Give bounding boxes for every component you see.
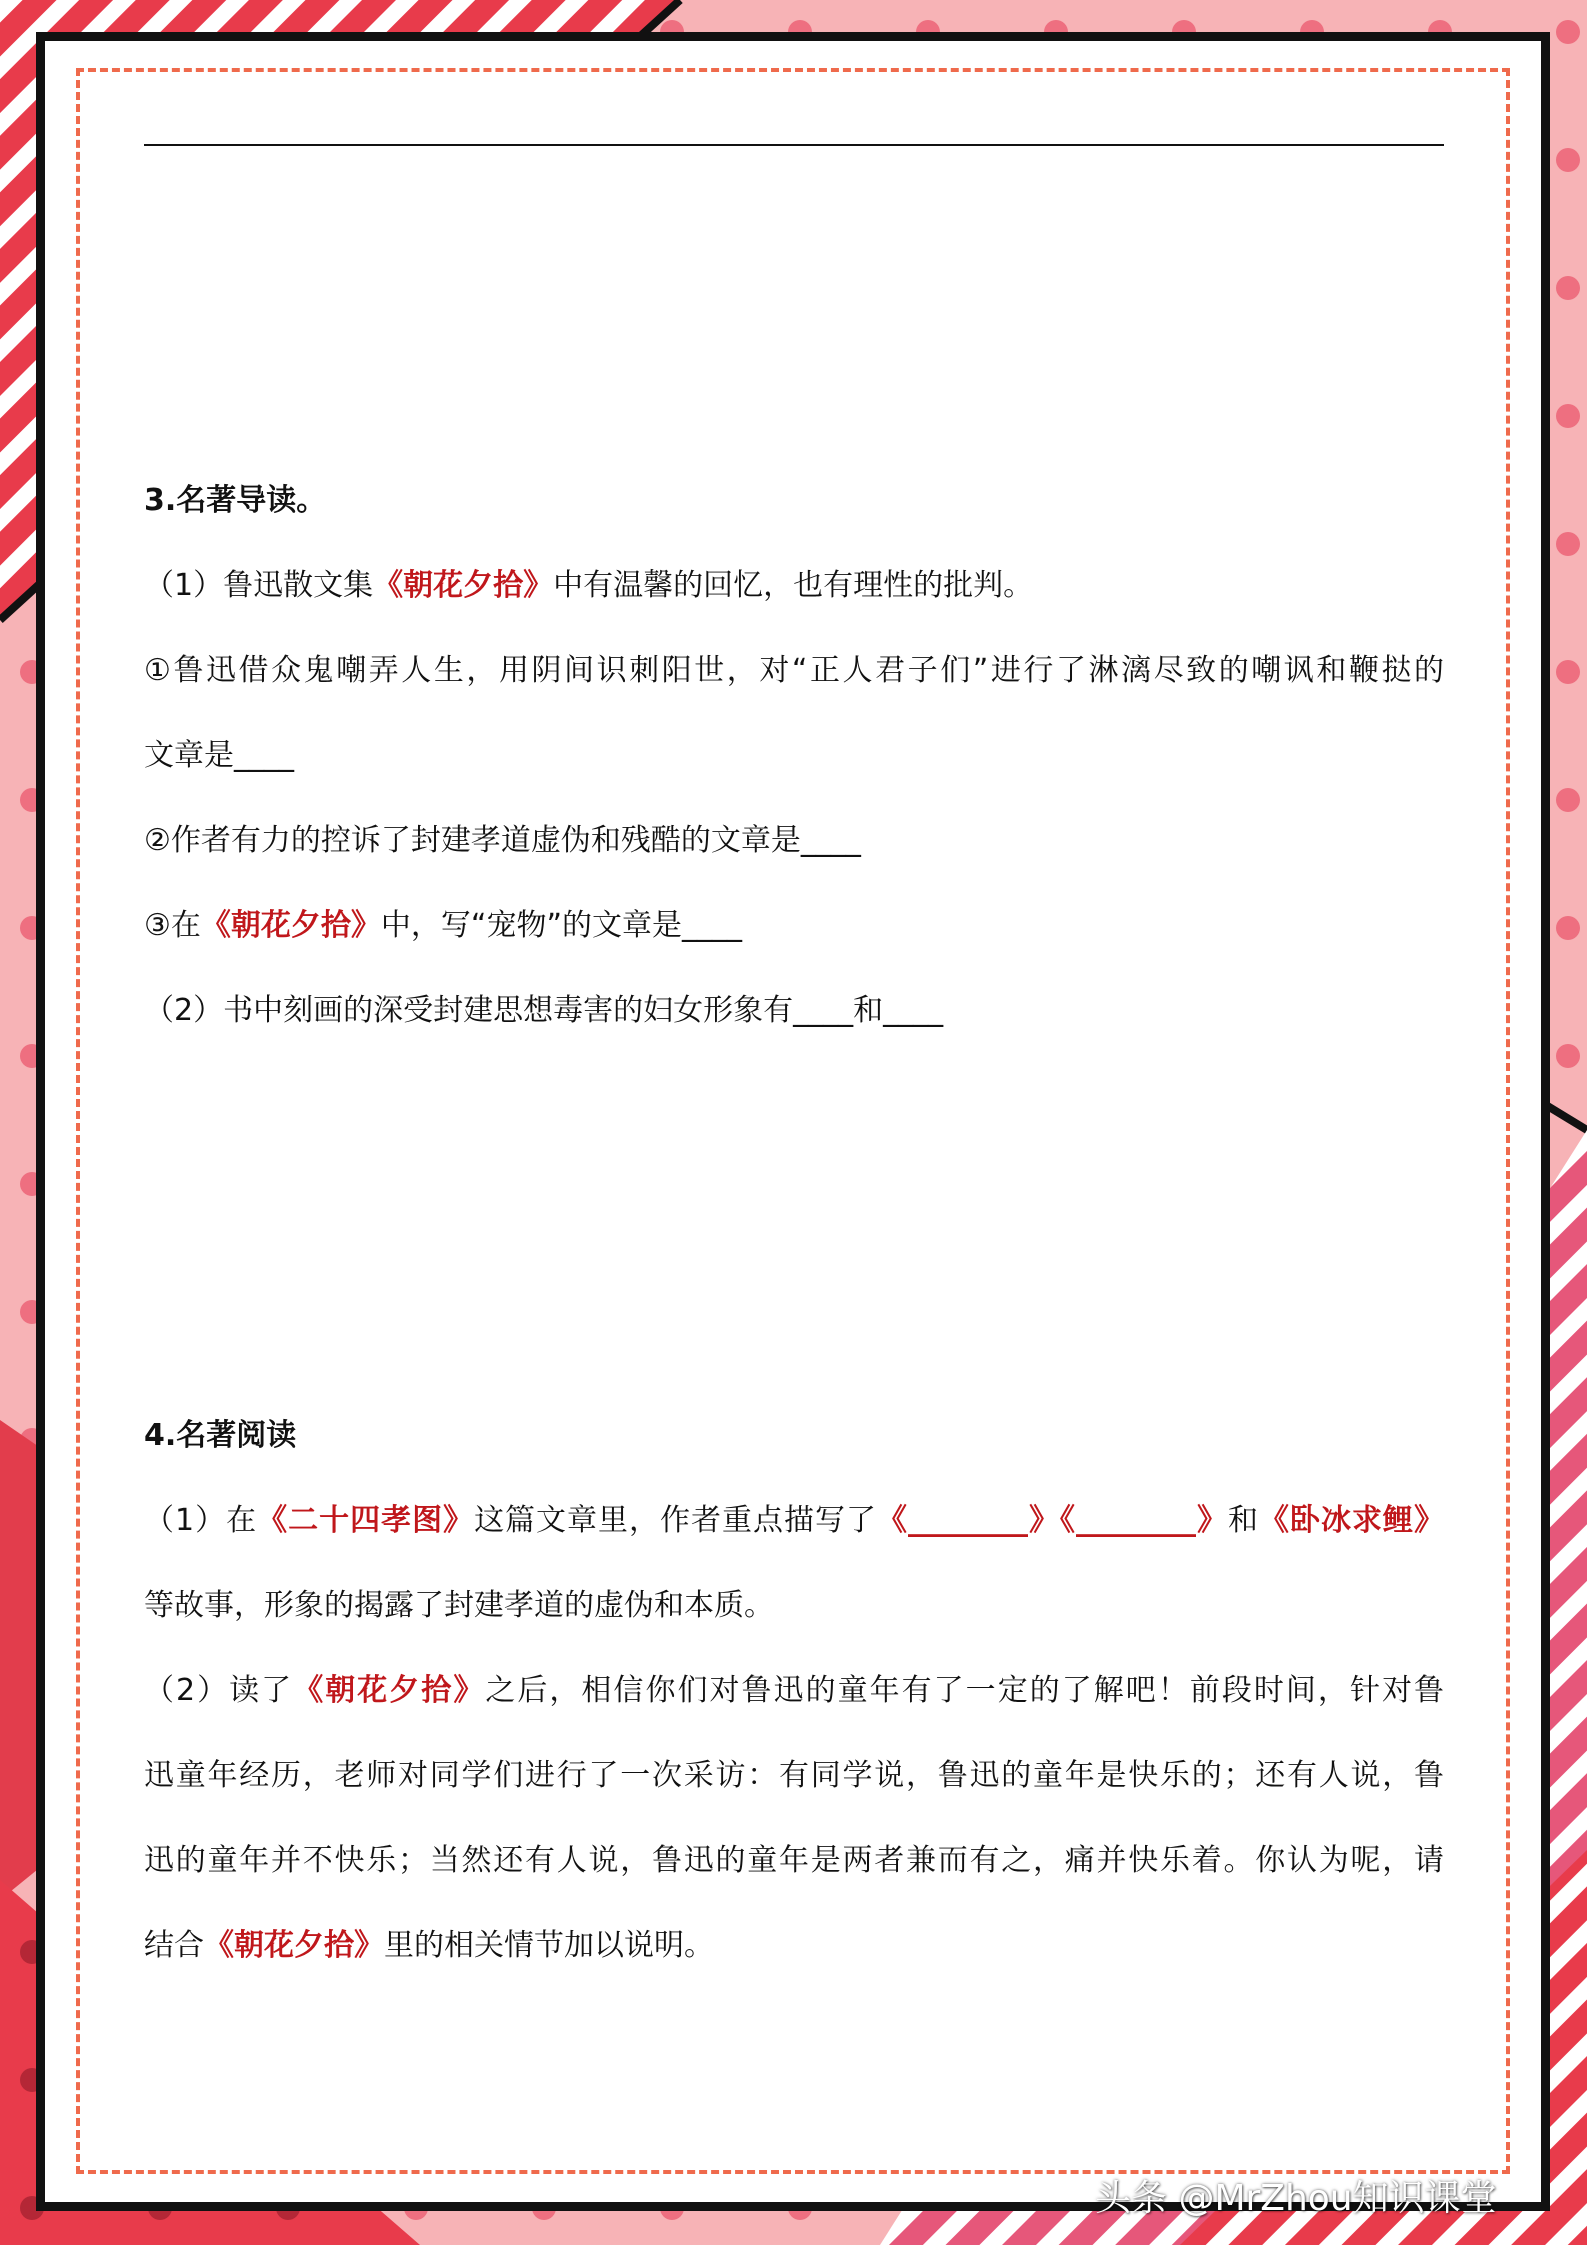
book-title-blanks: 《________》《________》	[877, 1503, 1229, 1538]
text: 中，写“宠物”的文章是____	[380, 908, 742, 943]
question-3	[144, 883, 1444, 968]
text: （1）在	[144, 1503, 258, 1538]
section-4-paragraph-2-line-1	[144, 1648, 1444, 1733]
book-title: 《朝花夕拾》	[204, 1928, 384, 1963]
section-3-paragraph-1	[144, 543, 1444, 628]
text: 里的相关情节加以说明。	[384, 1928, 714, 1963]
text: 之后，相信你们对鲁迅的童年有了一定的了解吧！前段时间，针对鲁	[485, 1673, 1444, 1708]
book-title: 《朝花夕拾》	[200, 908, 381, 943]
text: 结合	[144, 1928, 204, 1963]
section-4-heading: 4.名著阅读	[144, 1418, 297, 1453]
book-title: 《朝花夕拾》	[293, 1673, 486, 1708]
question-1-line-2: 文章是____	[144, 738, 294, 773]
question-2: ②作者有力的控诉了封建孝道虚伪和残酷的文章是____	[144, 823, 861, 858]
text: 这篇文章里，作者重点描写了	[474, 1503, 878, 1538]
book-title: 《二十四孝图》	[257, 1503, 475, 1538]
spacer	[144, 1053, 1444, 1393]
section-4-paragraph-2-line-4	[144, 1903, 1444, 1988]
text: 中有温馨的回忆，也有理性的批判。	[553, 568, 1034, 603]
document-content	[144, 458, 1444, 1988]
text: 和	[1228, 1503, 1260, 1538]
section-4-paragraph-1-line-2: 等故事，形象的揭露了封建孝道的虚伪和本质。	[144, 1588, 774, 1623]
section-4-paragraph-2-line-3: 迅的童年并不快乐；当然还有人说，鲁迅的童年是两者兼而有之，痛并快乐着。你认为呢，请	[144, 1843, 1444, 1878]
book-title: 《卧冰求鲤》	[1259, 1503, 1445, 1538]
question-1-line-1: ①鲁迅借众鬼嘲弄人生，用阴间识刺阳世，对“正人君子们”进行了淋漓尽致的嘲讽和鞭挞的	[144, 653, 1444, 688]
top-divider-line	[144, 144, 1444, 146]
watermark: 头条 @MrZhou知识课堂	[1095, 2178, 1497, 2219]
text: （1）鲁迅散文集	[144, 568, 374, 603]
book-title: 《朝花夕拾》	[373, 568, 554, 603]
section-4-paragraph-1-line-1	[144, 1478, 1444, 1563]
section-4-paragraph-2-line-2: 迅童年经历，老师对同学们进行了一次采访：有同学说，鲁迅的童年是快乐的；还有人说，鲁	[144, 1758, 1444, 1793]
section-3-heading: 3.名著导读。	[144, 483, 327, 518]
section-3-paragraph-2: （2）书中刻画的深受封建思想毒害的妇女形象有____和____	[144, 993, 944, 1028]
text: （2）读了	[144, 1673, 294, 1708]
text: ③在	[144, 908, 201, 943]
